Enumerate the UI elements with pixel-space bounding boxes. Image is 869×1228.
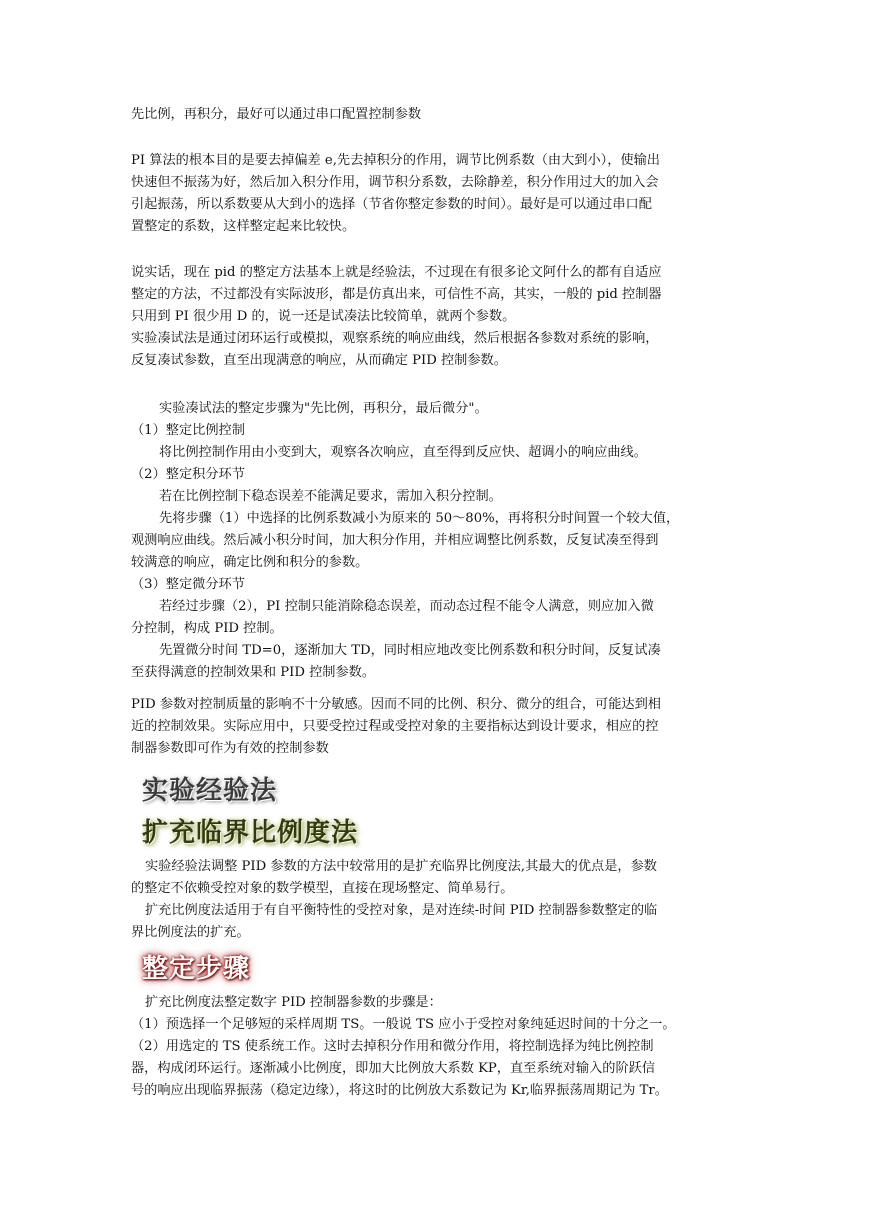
- text-line: 界比例度法的扩充。: [131, 925, 250, 940]
- text-line: 若在比例控制下稳态误差不能满足要求，需加入积分控制。: [159, 489, 502, 504]
- text-line: 若经过步骤（2），PI 控制只能消除稳态误差，而动态过程不能令人满意，则应加入微: [159, 599, 654, 614]
- text-line: 实验经验法调整 PID 参数的方法中较常用的是扩充临界比例度法,其最大的优点是，参数: [145, 859, 657, 874]
- intro-block: [131, 104, 737, 126]
- text-line: 扩充比例度法整定数字 PID 控制器参数的步骤是：: [145, 995, 442, 1010]
- paragraph-extended-method: [131, 856, 737, 944]
- text-line: 的整定不依赖受控对象的数学模型，直接在现场整定、简单易行。: [131, 881, 514, 896]
- text-line: 只用到 PI 很少用 D 的，说一还是试凑法比较简单，就两个参数。: [131, 309, 516, 324]
- heading-extended-critical-ratio: 扩充临界比例度法: [142, 818, 359, 848]
- tuning-steps: [131, 398, 737, 684]
- text-line: 整定的方法，不过都没有实际波形，都是仿真出来，可信性不高，其实，一般的 pid 控制器: [131, 287, 662, 302]
- step-2-title: （2）整定积分环节: [131, 467, 245, 482]
- text-line: 器，构成闭环运行。逐渐减小比例度，即加大比例放大系数 KP，直至系统对输入的阶跃信: [131, 1061, 656, 1076]
- steps-intro: 实验凑试法的整定步骤为"先比例，再积分，最后微分"。: [159, 401, 488, 416]
- text-line: PI 算法的根本目的是要去掉偏差 e,先去掉积分的作用，调节比例系数（由大到小），使输出: [131, 153, 660, 168]
- text-line: （2）用选定的 TS 使系统工作。这时去掉积分作用和微分作用，将控制选择为纯比例控制: [131, 1039, 654, 1054]
- text-line: 置整定的系数，这样整定起来比较快。: [131, 219, 356, 234]
- step-3-title: （3）整定微分环节: [131, 577, 245, 592]
- text-line: 观测响应曲线。然后减小积分时间，加大积分作用，并相应调整比例系数，反复试凑至得到: [131, 533, 659, 548]
- text-line: （1）预选择一个足够短的采样周期 TS。一般说 TS 应小于受控对象纯延迟时间的十分之一。: [131, 1017, 676, 1032]
- text-line: 将比例控制作用由小变到大，观察各次响应，直至得到反应快、超调小的响应曲线。: [159, 445, 647, 460]
- text-line: 说实话，现在 pid 的整定方法基本上就是经验法，不过现在有很多论文阿什么的都有自适应: [131, 265, 662, 280]
- text-line: 制器参数即可作为有效的控制参数: [131, 741, 329, 756]
- heading-tuning-steps: 整定步骤: [142, 954, 251, 984]
- text-line: 近的控制效果。实际应用中，只要受控过程或受控对象的主要指标达到设计要求，相应的控: [131, 719, 659, 734]
- text-line: 号的响应出现临界振荡（稳定边缘），将这时的比例放大系数记为 Kr,临界振荡周期记为 Tr。: [131, 1083, 668, 1098]
- intro-line: 先比例，再积分，最好可以通过串口配置控制参数: [131, 107, 422, 122]
- text-line: 较满意的响应，确定比例和积分的参数。: [131, 555, 369, 570]
- text-line: 至获得满意的控制效果和 PID 控制参数。: [131, 665, 376, 680]
- text-line: 分控制，构成 PID 控制。: [131, 621, 283, 636]
- text-line: 实验凑试法是通过闭环运行或模拟，观察系统的响应曲线，然后根据各参数对系统的影响，: [131, 331, 659, 346]
- text-line: 先置微分时间 TD=0，逐渐加大 TD，同时相应地改变比例系数和积分时间，反复试凑: [159, 643, 661, 658]
- paragraph-tuning-methods: [131, 262, 737, 372]
- text-line: 先将步骤（1）中选择的比例系数减小为原来的 50～80%，再将积分时间置一个较大值，: [159, 511, 680, 526]
- paragraph-digital-pid-steps: [131, 992, 737, 1102]
- step-1-title: （1）整定比例控制: [131, 423, 245, 438]
- paragraph-sensitivity: [131, 694, 737, 760]
- text-line: PID 参数对控制质量的影响不十分敏感。因而不同的比例、积分、微分的组合，可能达到相: [131, 697, 661, 712]
- paragraph-pi-purpose: [131, 150, 737, 238]
- text-line: 扩充比例度法适用于有自平衡特性的受控对象，是对连续-时间 PID 控制器参数整定的临: [145, 903, 658, 918]
- text-line: 引起振荡，所以系数要从大到小的选择（节省你整定参数的时间）。最好是可以通过串口配: [131, 197, 652, 212]
- text-line: 快速但不振荡为好，然后加入积分作用，调节积分系数，去除静差，积分作用过大的加入会: [131, 175, 659, 190]
- text-line: 反复凑试参数，直至出现满意的响应，从而确定 PID 控制参数。: [131, 353, 507, 368]
- heading-experimental-method: 实验经验法: [142, 776, 278, 806]
